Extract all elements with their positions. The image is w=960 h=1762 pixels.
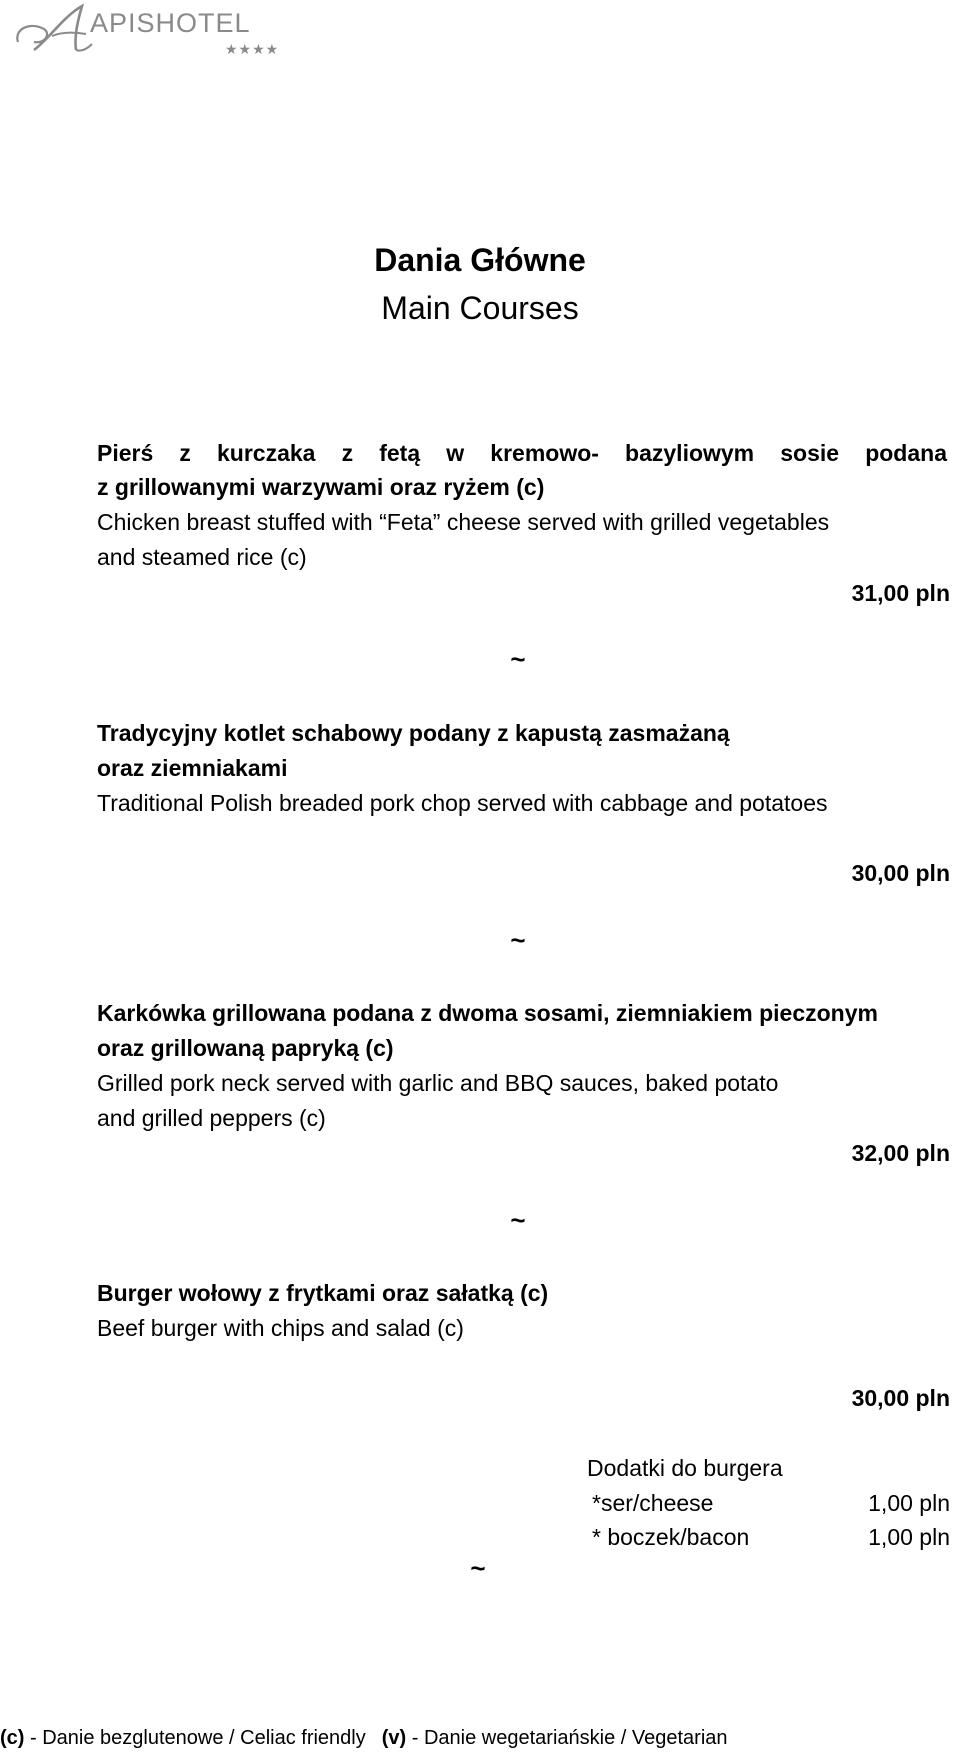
separator-3: ~	[510, 1205, 526, 1235]
dish-3-name-en-line-2: and grilled peppers (c)	[97, 1105, 326, 1131]
dish-4-name-pl-line-1: Burger wołowy z frytkami oraz sałatką (c)	[97, 1280, 549, 1306]
vegetarian-mark: (v)	[381, 1727, 407, 1749]
hotel-logo-graphic	[12, 2, 282, 56]
burger-extras-title: Dodatki do burgera	[587, 1455, 783, 1481]
logo-stars: ★★★★	[225, 42, 280, 56]
dish-1-price: 31,00 pln	[851, 580, 950, 606]
dish-1-name-en-line-2: and steamed rice (c)	[97, 544, 307, 570]
dish-3-name-en-line-1: Grilled pork neck served with garlic and BBQ sauces, baked potato	[97, 1070, 779, 1096]
dish-4-name-en-line-1: Beef burger with chips and salad (c)	[97, 1315, 464, 1341]
dish-1-name-pl-line-2: z grillowanymi warzywami oraz ryżem (c)	[97, 474, 545, 500]
gluten-free-text: - Danie bezglutenowe / Celiac friendly	[24, 1727, 366, 1749]
vegetarian-text: - Danie wegetariańskie / Vegetarian	[406, 1727, 728, 1749]
separator-4: ~	[470, 1553, 486, 1583]
gluten-free-mark: (c)	[0, 1727, 25, 1749]
separator-1: ~	[510, 644, 526, 674]
dish-1-name-pl-line-1: Pierś z kurczaka z fetą w kremowo- bazyliowym sosie podana	[97, 440, 947, 466]
dish-2-name-pl-line-1: Tradycyjny kotlet schabowy podany z kapustą zasmażaną	[97, 720, 730, 746]
burger-extra-cheese-price: 1,00 pln	[868, 1490, 950, 1516]
hotel-logo	[12, 2, 282, 56]
burger-extra-bacon-price: 1,00 pln	[868, 1524, 950, 1550]
dish-2-name-en-line-1: Traditional Polish breaded pork chop served with cabbage and potatoes	[97, 790, 828, 816]
dish-4-price: 30,00 pln	[851, 1385, 950, 1411]
footer-legend	[0, 1724, 728, 1752]
logo-brand-text: APISHOTEL	[90, 8, 251, 38]
separator-2: ~	[510, 925, 526, 955]
dish-2-name-pl-line-2: oraz ziemniakami	[97, 755, 288, 781]
page-title-polish: Dania Główne	[374, 242, 586, 278]
dish-2-price: 30,00 pln	[851, 860, 950, 886]
burger-extra-bacon-name: * boczek/bacon	[592, 1524, 750, 1550]
page-title-english: Main Courses	[381, 290, 579, 326]
dish-3-name-pl-line-1: Karkówka grillowana podana z dwoma sosami, ziemniakiem pieczonym	[97, 1000, 878, 1026]
dish-3-name-pl-line-2: oraz grillowaną papryką (c)	[97, 1035, 394, 1061]
burger-extra-cheese-name: *ser/cheese	[592, 1490, 714, 1516]
dish-1-name-en-line-1: Chicken breast stuffed with “Feta” cheese served with grilled vegetables	[97, 509, 830, 535]
dish-3-price: 32,00 pln	[851, 1140, 950, 1166]
